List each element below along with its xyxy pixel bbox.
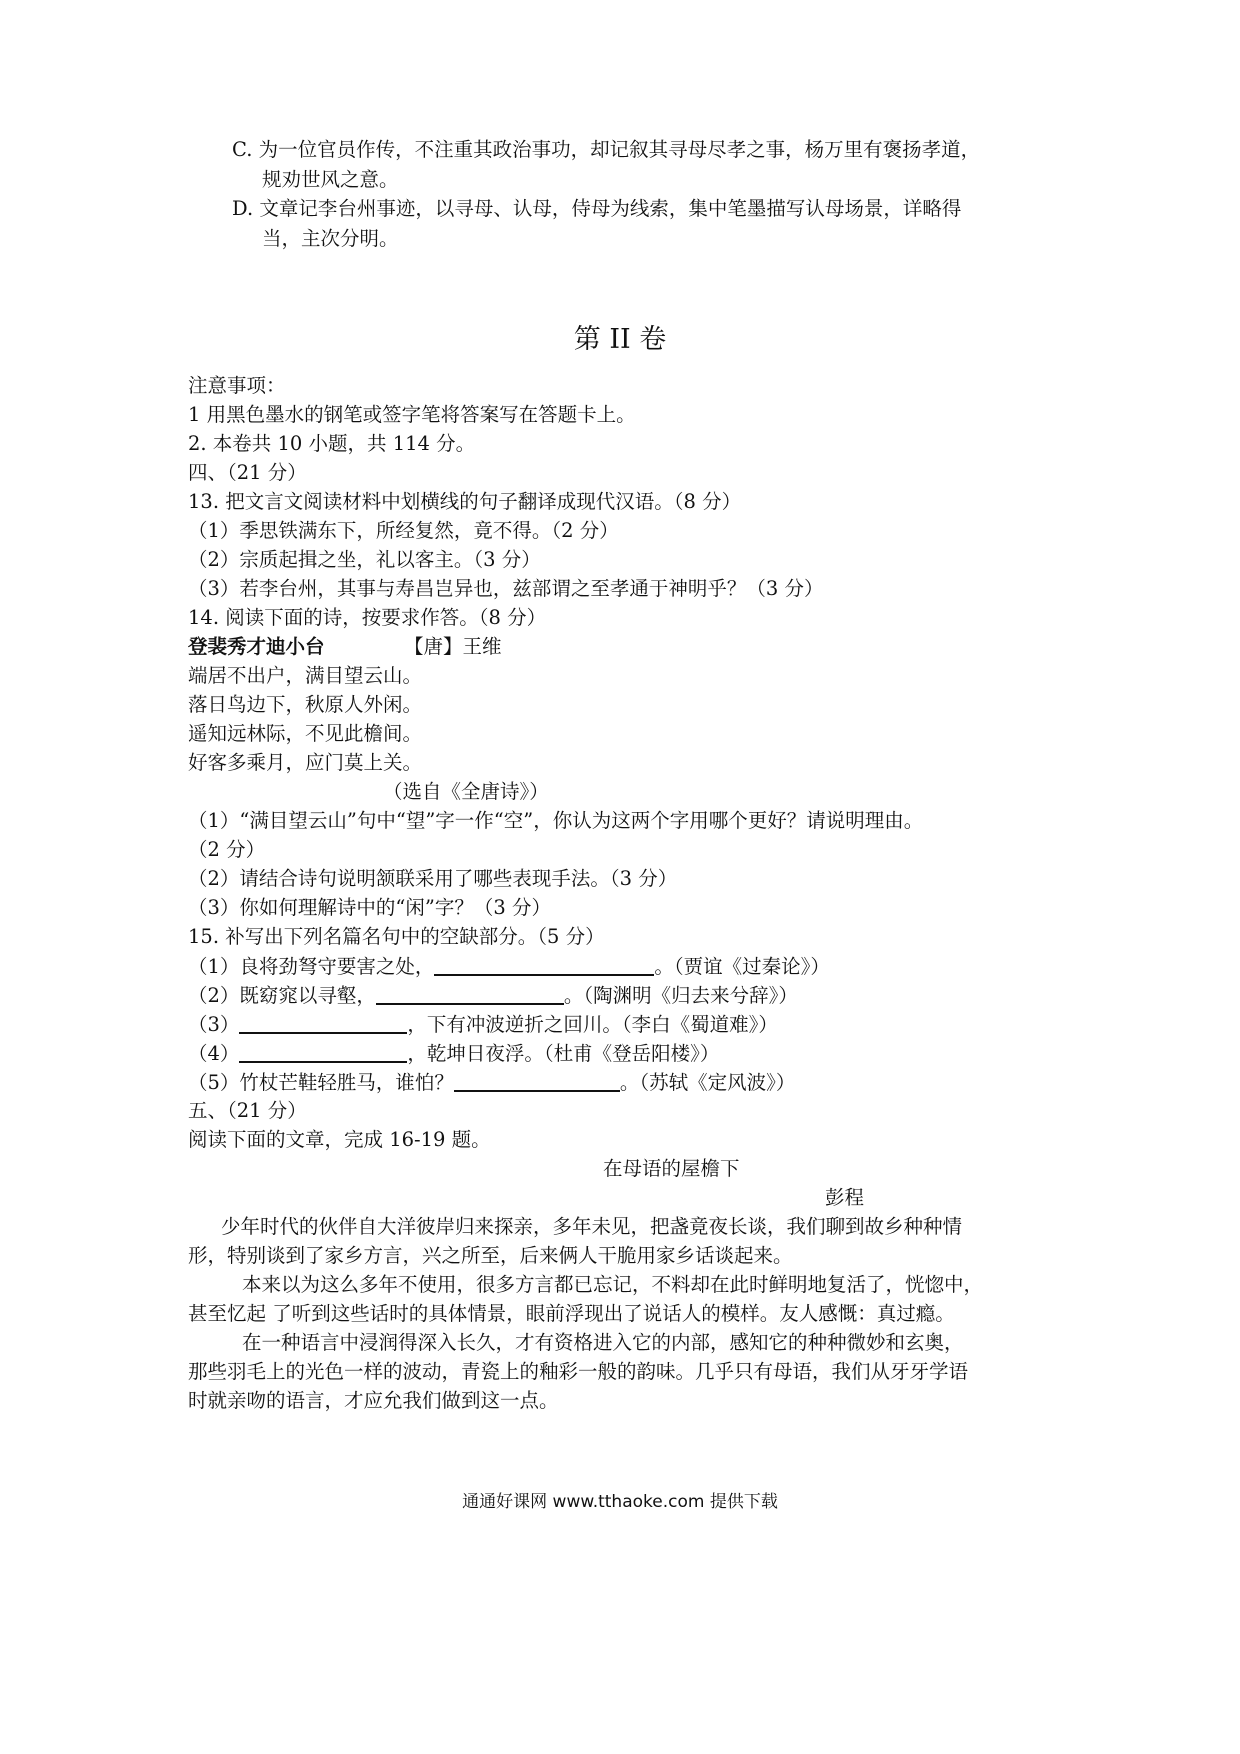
option-letter: D. [232, 197, 254, 220]
q13-stem: 13. 把文言文阅读材料中划横线的句子翻译成现代汉语。（8 分） [188, 490, 742, 513]
option-letter: C. [232, 138, 253, 161]
option-text: 为一位官员作传，不注重其政治事功，却记叙其寻母尽孝之事，杨万里有褒扬孝道， [258, 138, 981, 161]
article-title: 在母语的屋檐下 [603, 1157, 740, 1180]
paragraph-line: 本来以为这么多年不使用，很多方言都已忘记，不料却在此时鲜明地复活了，恍惚中， [242, 1273, 984, 1296]
q15-item [188, 1068, 795, 1097]
section-title: 第 II 卷 [573, 324, 667, 355]
q13-item: （1）季思铁满东下，所经复然，竟不得。（2 分） [188, 519, 619, 542]
answer-blank[interactable] [239, 1039, 407, 1063]
q15-item [188, 952, 830, 981]
q15-suffix: 。（苏轼《定风波》） [619, 1071, 796, 1094]
option-c-line2: 规劝世风之意。 [262, 168, 399, 191]
q15-suffix: 。（贾谊《过秦论》） [654, 955, 830, 978]
q15-item [188, 981, 798, 1010]
paragraph-line: 形，特别谈到了家乡方言，兴之所至，后来俩人干脆用家乡话谈起来。 [188, 1244, 793, 1267]
option-c-line1 [232, 136, 980, 164]
part5-instruction: 阅读下面的文章，完成 16-19 题。 [188, 1128, 491, 1151]
notes-heading: 注意事项： [188, 374, 286, 397]
q15-prefix: （1）良将劲弩守要害之处， [188, 955, 435, 978]
poem-source: （选自《全唐诗》） [383, 780, 549, 803]
q14-item: （1）“满目望云山”句中“望”字一作“空”，你认为这两个字用哪个更好？请说明理由。 [188, 809, 924, 832]
part5-heading: 五、（21 分） [188, 1099, 307, 1122]
q13-item: （3）若李台州，其事与寿昌岂异也，兹部谓之至孝通于神明乎？（3 分） [188, 577, 824, 600]
part4-heading: 四、（21 分） [188, 461, 307, 484]
q15-item [188, 1039, 719, 1068]
footer-credit: 通通好课网 www.tthaoke.com 提供下载 [462, 1492, 778, 1512]
paragraph-line: 甚至忆起 了听到这些话时的具体情景，眼前浮现出了说话人的模样。友人感慨：真过瘾。 [188, 1302, 955, 1325]
q13-item: （2）宗质起揖之坐，礼以客主。（3 分） [188, 548, 541, 571]
answer-blank[interactable] [454, 1068, 620, 1092]
paragraph-line: 少年时代的伙伴自大洋彼岸归来探亲，多年未见，把盏竟夜长谈，我们聊到故乡种种情 [221, 1215, 963, 1238]
poem-title: 登裴秀才迪小台 [188, 635, 325, 658]
q14-item-cont: （2 分） [188, 838, 266, 861]
poem-line: 落日鸟边下，秋原人外闲。 [188, 693, 423, 716]
poem-author: 【唐】王维 [404, 635, 502, 658]
answer-blank[interactable] [376, 981, 564, 1005]
poem-line: 好客多乘月，应门莫上关。 [188, 751, 423, 774]
q15-item [188, 1010, 778, 1039]
poem-line: 遥知远林际，不见此檐间。 [188, 722, 423, 745]
paragraph-line: 时就亲吻的语言，才应允我们做到这一点。 [188, 1389, 559, 1412]
q15-stem: 15. 补写出下列名篇名句中的空缺部分。（5 分） [188, 925, 605, 948]
q14-item: （2）请结合诗句说明颔联采用了哪些表现手法。（3 分） [188, 867, 678, 890]
option-d-line1 [232, 195, 961, 223]
q15-prefix: （2）既窈窕以寻壑， [188, 984, 376, 1007]
q14-item: （3）你如何理解诗中的“闲”字？（3 分） [188, 896, 551, 919]
article-author: 彭程 [825, 1186, 865, 1209]
q15-suffix: 。（陶渊明《归去来兮辞》） [563, 984, 798, 1007]
q15-prefix: （5）竹杖芒鞋轻胜马，谁怕？ [188, 1071, 454, 1094]
q15-suffix: ，下有冲波逆折之回川。（李白《蜀道难》） [407, 1013, 778, 1036]
paragraph-line: 在一种语言中浸润得深入长久，才有资格进入它的内部，感知它的种种微妙和玄奥， [242, 1331, 964, 1354]
q14-stem: 14. 阅读下面的诗，按要求作答。（8 分） [188, 606, 547, 629]
option-d-line2: 当，主次分明。 [262, 227, 399, 250]
answer-blank[interactable] [239, 1010, 407, 1034]
answer-blank[interactable] [434, 952, 654, 976]
poem-line: 端居不出户，满目望云山。 [188, 664, 423, 687]
q15-suffix: ，乾坤日夜浮。（杜甫《登岳阳楼》） [407, 1042, 720, 1065]
q15-prefix: （3） [188, 1013, 240, 1036]
option-text: 文章记李台州事迹，以寻母、认母，侍母为线索，集中笔墨描写认母场景，详略得 [259, 197, 962, 220]
notes-item: 2. 本卷共 10 小题，共 114 分。 [188, 432, 476, 455]
notes-item: 1 用黑色墨水的钢笔或签字笔将答案写在答题卡上。 [188, 403, 636, 426]
paragraph-line: 那些羽毛上的光色一样的波动，青瓷上的釉彩一般的韵味。几乎只有母语，我们从牙牙学语 [188, 1360, 969, 1383]
q15-prefix: （4） [188, 1042, 240, 1065]
